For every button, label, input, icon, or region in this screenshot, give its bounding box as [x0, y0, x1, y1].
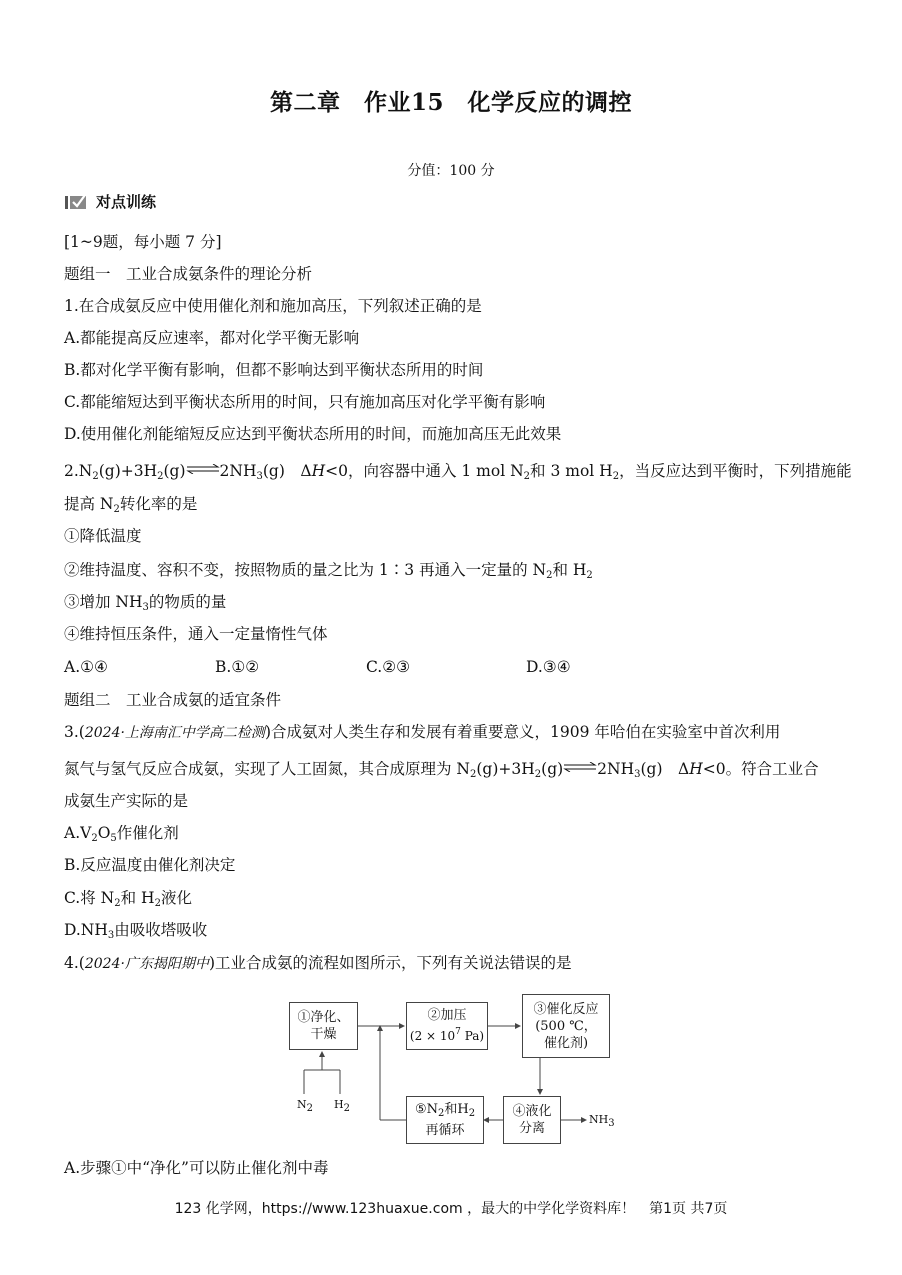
step3-catalytic-reaction-box: ③催化反应 (500 ℃， 催化剂) [522, 994, 610, 1058]
q3-option-d: $D.NH_3$由吸收塔吸收 [64, 921, 208, 941]
step1-purify-dry-box: ①净化、 干燥 [289, 1002, 358, 1050]
q2-measure-4: ④维持恒压条件，通入一定量惰性气体 [64, 625, 328, 643]
q1-option-b: B.都对化学平衡有影响，但都不影响达到平衡状态所用的时间 [64, 361, 484, 379]
n2-feed-label: N2 [297, 1098, 313, 1114]
nh3-output-label: NH3 [589, 1113, 615, 1129]
group1-heading: 题组一 工业合成氨条件的理论分析 [64, 265, 313, 283]
q2-choices [64, 657, 824, 679]
ammonia-process-flowchart [280, 990, 620, 1150]
q2-stem-line1: $2.N_2(g)+3H_2(g)$ $2NH_3(g)$ ΔH<0，向容器中通入 1 mol $N_2$和 3 mol $H_2$，当反应达到平衡时，下列措施能 [64, 462, 852, 482]
q2-choice-d: D.③④ [526, 658, 571, 676]
q2-measure-1: ①降低温度 [64, 527, 142, 545]
q1-option-a: A.都能提高反应速率，都对化学平衡无影响 [64, 329, 360, 347]
q3-option-b: B.反应温度由催化剂决定 [64, 856, 236, 874]
q2-choice-c: C.②③ [366, 658, 411, 676]
q2-stem-line2: 提高 $N_2$转化率的是 [64, 495, 198, 515]
step2-pressurize-box: ②加压 ($2 \times 10^7$ Pa) [406, 1002, 488, 1050]
q2-choice-a: A.①④ [64, 658, 108, 676]
equilibrium-arrow-icon [563, 762, 597, 772]
page-footer: 123 化学网，https://www.123huaxue.com ，最大的中学化学资料库！ 第1页 共7页 [174, 1201, 728, 1217]
page-title: 第二章 作业15 化学反应的调控 [269, 89, 632, 116]
q2-choice-b: B.①② [215, 658, 260, 676]
group2-heading: 题组二 工业合成氨的适宜条件 [64, 691, 282, 709]
q1-stem: 1.在合成氨反应中使用催化剂和施加高压，下列叙述正确的是 [64, 297, 482, 315]
q3-stem-line3: 成氨生产实际的是 [64, 792, 189, 810]
q4-stem: 4.(2024·广东揭阳期中)工业合成氨的流程如图所示，下列有关说法错误的是 [64, 954, 572, 972]
q2-measure-2: ②维持温度、容积不变，按照物质的量之比为 1∶3 再通入一定量的 $N_2$和 $H_2$ [64, 561, 593, 581]
q3-stem-line1: 3.(2024·上海南汇中学高二检测)合成氨对人类生存和发展有着重要意义，1909 年哈伯在实验室中首次利用 [64, 723, 781, 741]
h2-feed-label: H2 [334, 1098, 350, 1114]
section-title: 对点训练 [96, 193, 157, 211]
q2-measure-3: ③增加 $NH_3$的物质的量 [64, 593, 227, 613]
equilibrium-arrow-icon [186, 464, 220, 474]
intro-note: [1~9题，每小题 7 分] [64, 233, 222, 251]
checkbox-pen-icon [64, 193, 88, 211]
q1-option-d: D.使用催化剂能缩短反应达到平衡状态所用的时间，而施加高压无此效果 [64, 425, 562, 443]
q3-option-a: $A.V_2O_5$作催化剂 [64, 824, 179, 844]
q3-stem-line2: 氮气与氢气反应合成氨，实现了人工固氮，其合成原理为 $N_2(g)+3H_2(g)$ $2NH_3(g)$ ΔH<0。符合工业合 [64, 760, 819, 780]
q3-option-c: C.将 $N_2$和 $H_2$液化 [64, 889, 192, 909]
q1-option-c: C.都能缩短达到平衡状态所用的时间，只有施加高压对化学平衡有影响 [64, 393, 546, 411]
q4-option-a: A.步骤①中“净化”可以防止催化剂中毒 [64, 1159, 329, 1177]
step4-liquefy-separate-box: ④液化 分离 [503, 1096, 561, 1144]
step5-recycle-box: $⑤N_2$和$H_2$ 再循环 [406, 1096, 484, 1144]
score-label: 分值：100 分 [407, 163, 495, 179]
section-heading [64, 191, 156, 212]
